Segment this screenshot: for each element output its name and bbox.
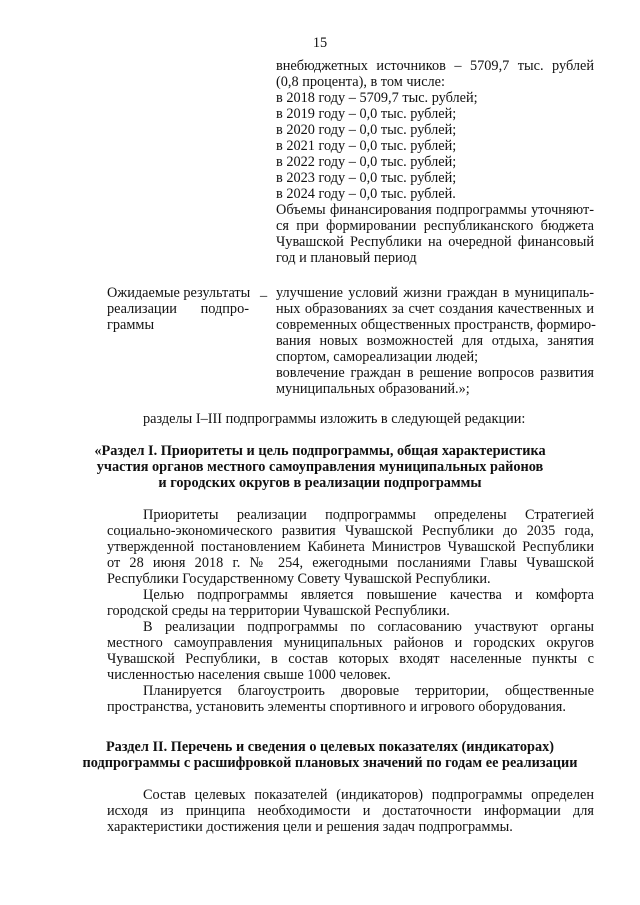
funding-note-line: год и плановый период	[276, 250, 417, 266]
funding-note-line: ся при формировании республиканского бюджета	[276, 218, 594, 234]
section-1-body	[107, 507, 594, 715]
funding-line: (0,8 процента), в том числе:	[276, 74, 446, 90]
paragraph: В реализации подпрограммы по согласованию участвуют органы местного самоуправления муниципальных районов и городских округов Чувашской Республики, в состав которых входят населенные пункты с численностью населения свыше 1000 человек.	[107, 619, 594, 683]
funding-year: в 2019 году – 0,0 тыс. рублей;	[276, 106, 457, 122]
funding-note-line: Объемы финансирования подпрограммы уточняют-	[276, 202, 594, 218]
page-number: 15	[312, 35, 328, 51]
funding-year: в 2018 году – 5709,7 тыс. рублей;	[276, 90, 478, 106]
intro-sentence: разделы I–III подпрограммы изложить в следующей редакции:	[143, 411, 526, 427]
funding-year: в 2021 году – 0,0 тыс. рублей;	[276, 138, 457, 154]
funding-year: в 2020 году – 0,0 тыс. рублей;	[276, 122, 457, 138]
paragraph: Приоритеты реализации подпрограммы определены Стратегией социально-экономического развития Чувашской Республики до 2035 года, утвержденной постановлением Кабинета Министров Чувашской Республики от 28 июня 2018 г. № 254, ежегодными посланиями Главы Чувашской Республики Государственному Совету Чувашской Республики.	[107, 507, 594, 587]
section-2-body	[107, 787, 594, 835]
expected-results-label: Ожидаемые результаты реализации подпро- граммы	[107, 285, 251, 333]
funding-line: внебюджетных источников – 5709,7 тыс. рублей	[276, 58, 594, 74]
section-2-heading: Раздел II. Перечень и сведения о целевых показателях (индикаторах) подпрограммы с расшифровкой плановых значений по годам ее реализации	[82, 739, 578, 771]
funding-year: в 2024 году – 0,0 тыс. рублей.	[276, 186, 456, 202]
label-dash: –	[260, 288, 268, 304]
paragraph: Состав целевых показателей (индикаторов) подпрограммы определен исходя из принципа необходимости и достаточности информации для характеристики достижения цели и решения задач подпрограммы.	[107, 787, 594, 835]
funding-year: в 2022 году – 0,0 тыс. рублей;	[276, 154, 457, 170]
funding-note-line: Чувашской Республики на очередной финансовый	[276, 234, 594, 250]
section-1-heading: «Раздел I. Приоритеты и цель подпрограммы, общая характеристика участия органов местного самоуправления муниципальных районов и городских округов в реализации подпрограммы	[94, 443, 546, 491]
expected-results-value: улучшение условий жизни граждан в муниципаль- ных образованиях за счет создания качественных и современных общественных пространств, формиро- вания новых возможностей для отдыха, занятия спортом, самореализации людей; вовлечение граждан в решение вопросов развития муниципальных образований.»;	[276, 285, 596, 397]
paragraph: Целью подпрограммы является повышение качества и комфорта городской среды на территории Чувашской Республики.	[107, 587, 594, 619]
paragraph: Планируется благоустроить дворовые территории, общественные пространства, установить элементы спортивного и игрового оборудования.	[107, 683, 594, 715]
funding-block	[276, 58, 594, 266]
funding-year: в 2023 году – 0,0 тыс. рублей;	[276, 170, 457, 186]
